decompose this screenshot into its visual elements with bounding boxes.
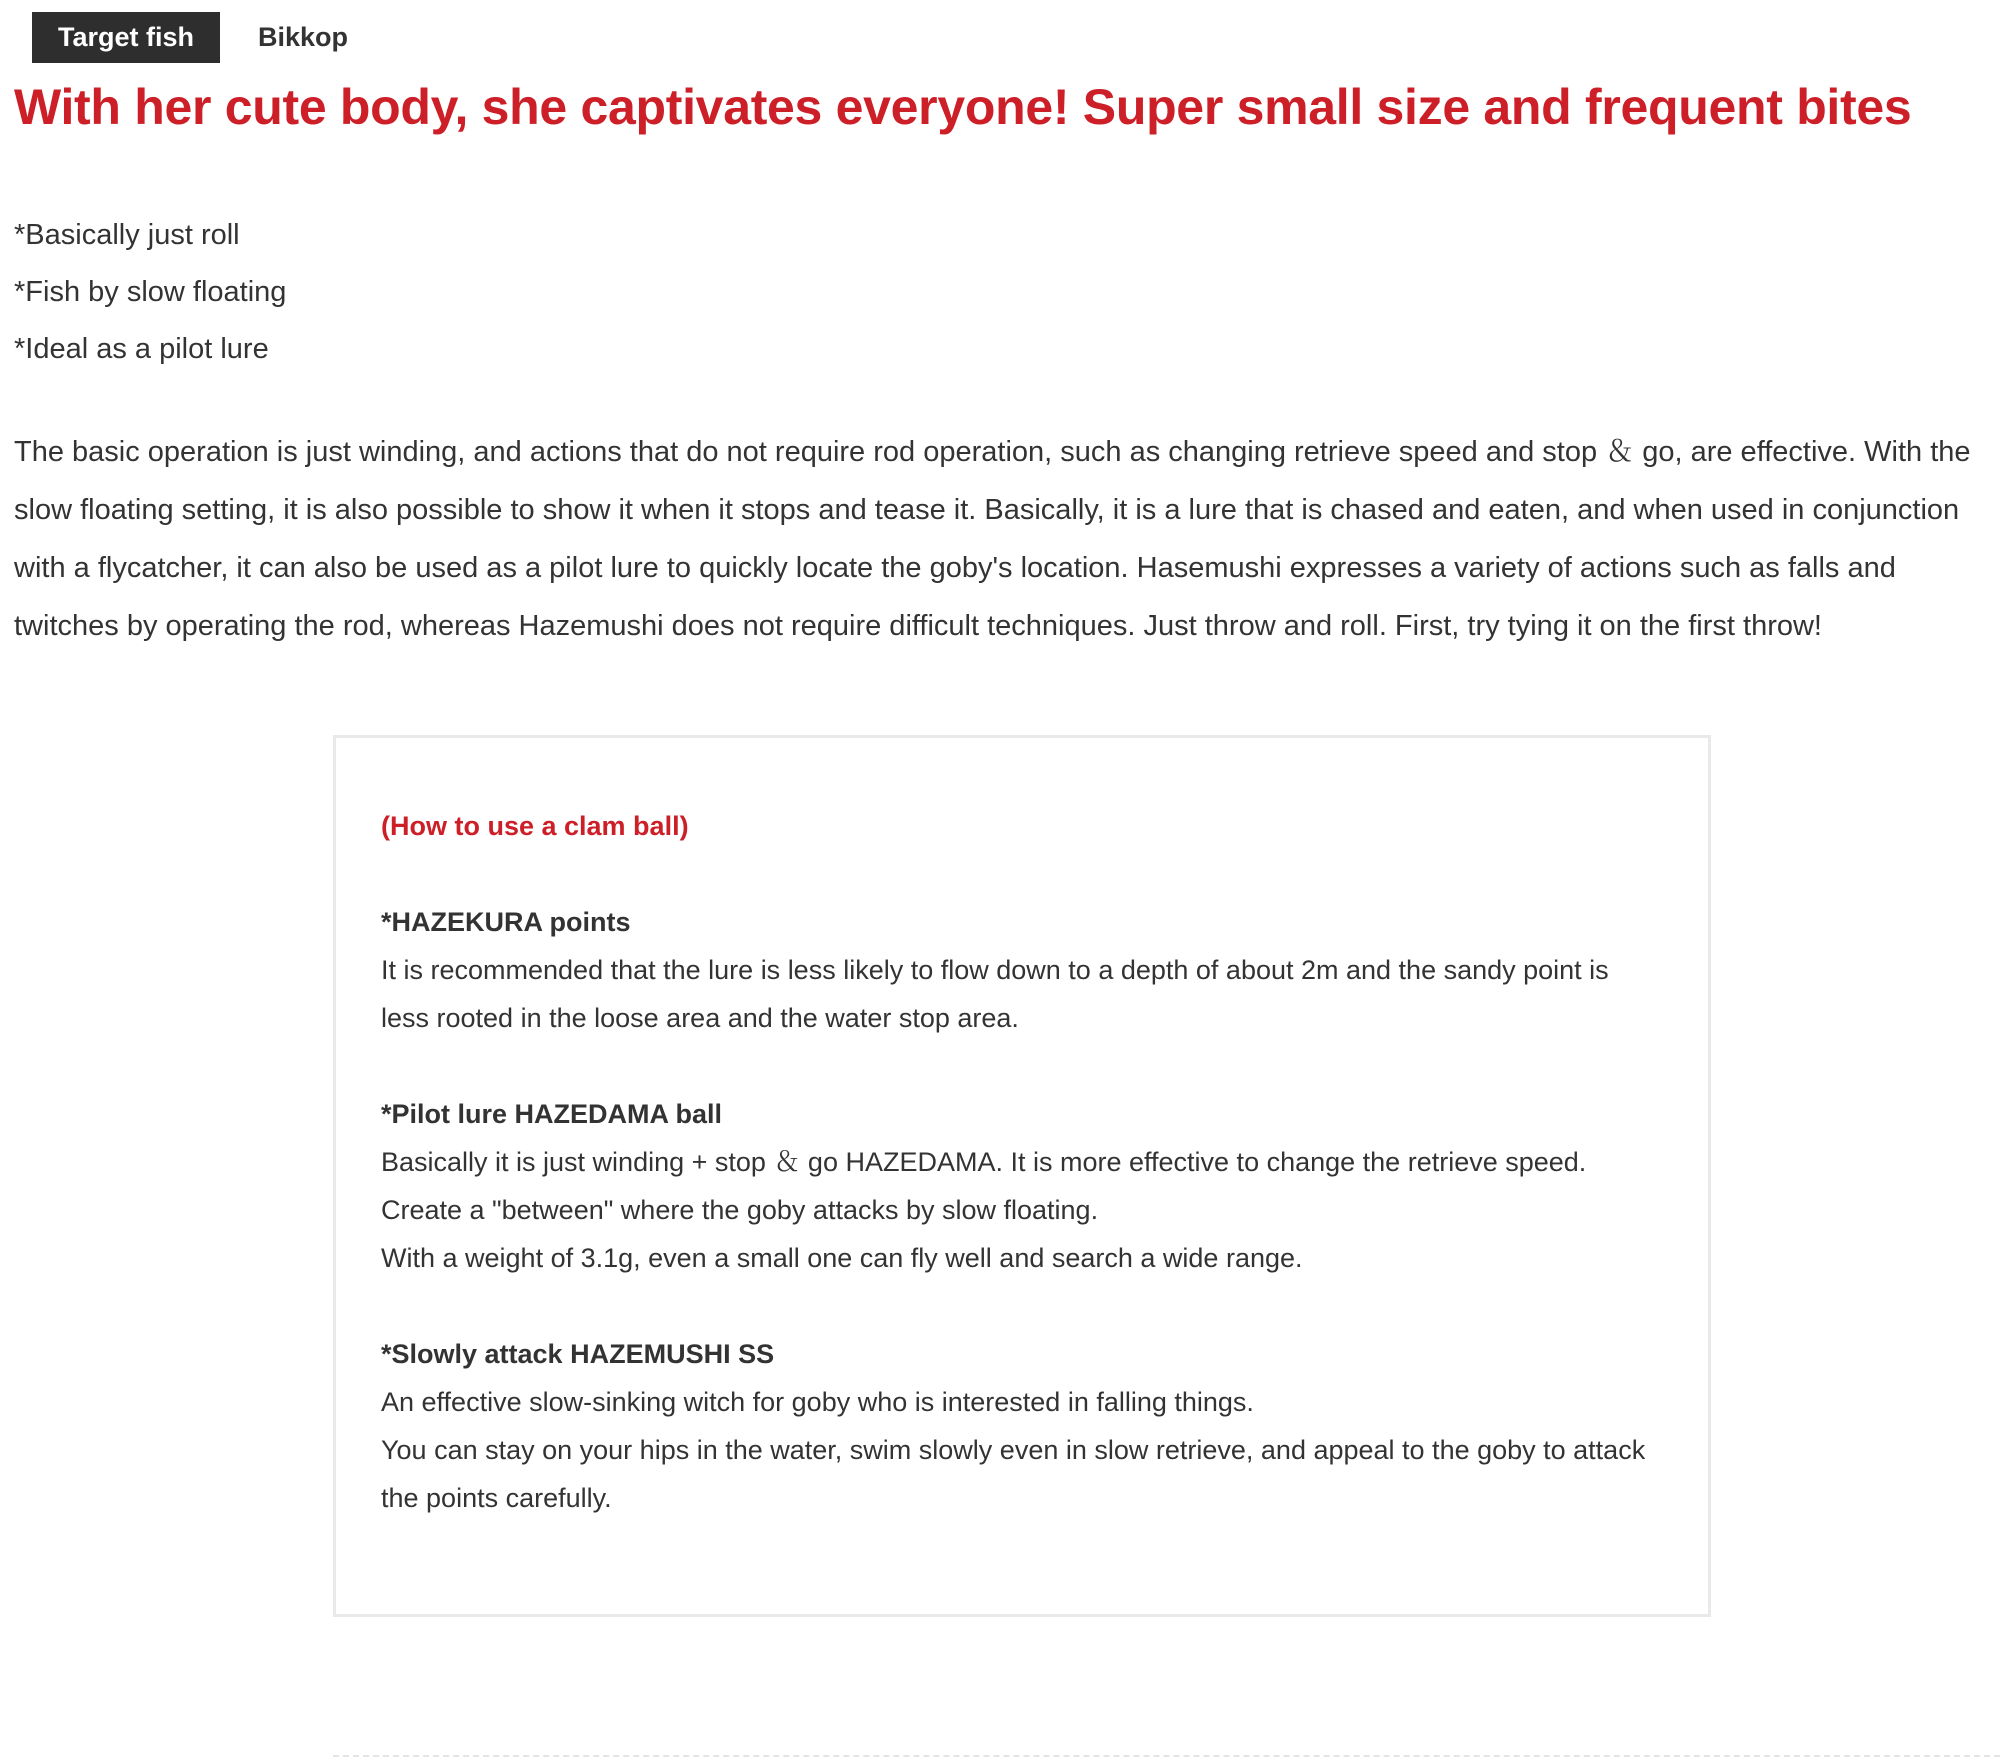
section-line: It is recommended that the lure is less likely to flow down to a depth of about 2m and the sandy point is less rooted in the loose area and the water stop area. xyxy=(381,955,1609,1033)
page-content xyxy=(0,12,2000,1617)
section-line: With a weight of 3.1g, even a small one can fly well and search a wide range. xyxy=(381,1243,1303,1273)
section-line: You can stay on your hips in the water, swim slowly even in slow retrieve, and appeal to the goby to attack the points carefully. xyxy=(381,1435,1646,1513)
section-line: Basically it is just winding + stop ＆ go HAZEDAMA. It is more effective to change the retrieve speed. xyxy=(381,1147,1587,1177)
target-fish-value: Bikkop xyxy=(258,22,349,52)
target-fish-row xyxy=(32,12,1986,63)
feature-item: *Ideal as a pilot lure xyxy=(14,333,269,365)
page-title: With her cute body, she captivates everyone! Super small size and frequent bites xyxy=(14,79,1912,135)
usage-section-hazekura xyxy=(381,898,1653,1042)
feature-item: *Basically just roll xyxy=(14,219,240,251)
intro-paragraph: The basic operation is just winding, and actions that do not require rod operation, such as changing retrieve speed and stop ＆ go, are effective. With the slow floating setting, it is also possible to show it when it stops and tease it. Basically, it is a lure that is chased and eaten, and when used in conjunction with a flycatcher, it can also be used as a pilot lure to quickly locate the goby's location. Hasemushi expresses a variety of actions such as falls and twitches by operating the rod, whereas Hazemushi does not require difficult techniques. Just throw and roll. First, try tying it on the first throw! xyxy=(14,436,1971,642)
usage-section-hazemushi xyxy=(381,1330,1653,1522)
target-fish-badge: Target fish xyxy=(32,12,220,63)
section-divider xyxy=(333,1755,2000,1757)
section-heading: *HAZEKURA points xyxy=(381,907,631,937)
feature-item: *Fish by slow floating xyxy=(14,276,287,308)
section-heading: *Pilot lure HAZEDAMA ball xyxy=(381,1099,723,1129)
usage-instructions-box xyxy=(333,735,1711,1617)
usage-section-hazedama xyxy=(381,1090,1653,1282)
section-line: An effective slow-sinking witch for goby who is interested in falling things. xyxy=(381,1387,1254,1417)
section-line: Create a "between" where the goby attacks by slow floating. xyxy=(381,1195,1099,1225)
usage-box-title: (How to use a clam ball) xyxy=(381,811,689,841)
feature-list xyxy=(14,207,1986,378)
usage-box-content xyxy=(381,802,1653,1522)
section-heading: *Slowly attack HAZEMUSHI SS xyxy=(381,1339,775,1369)
